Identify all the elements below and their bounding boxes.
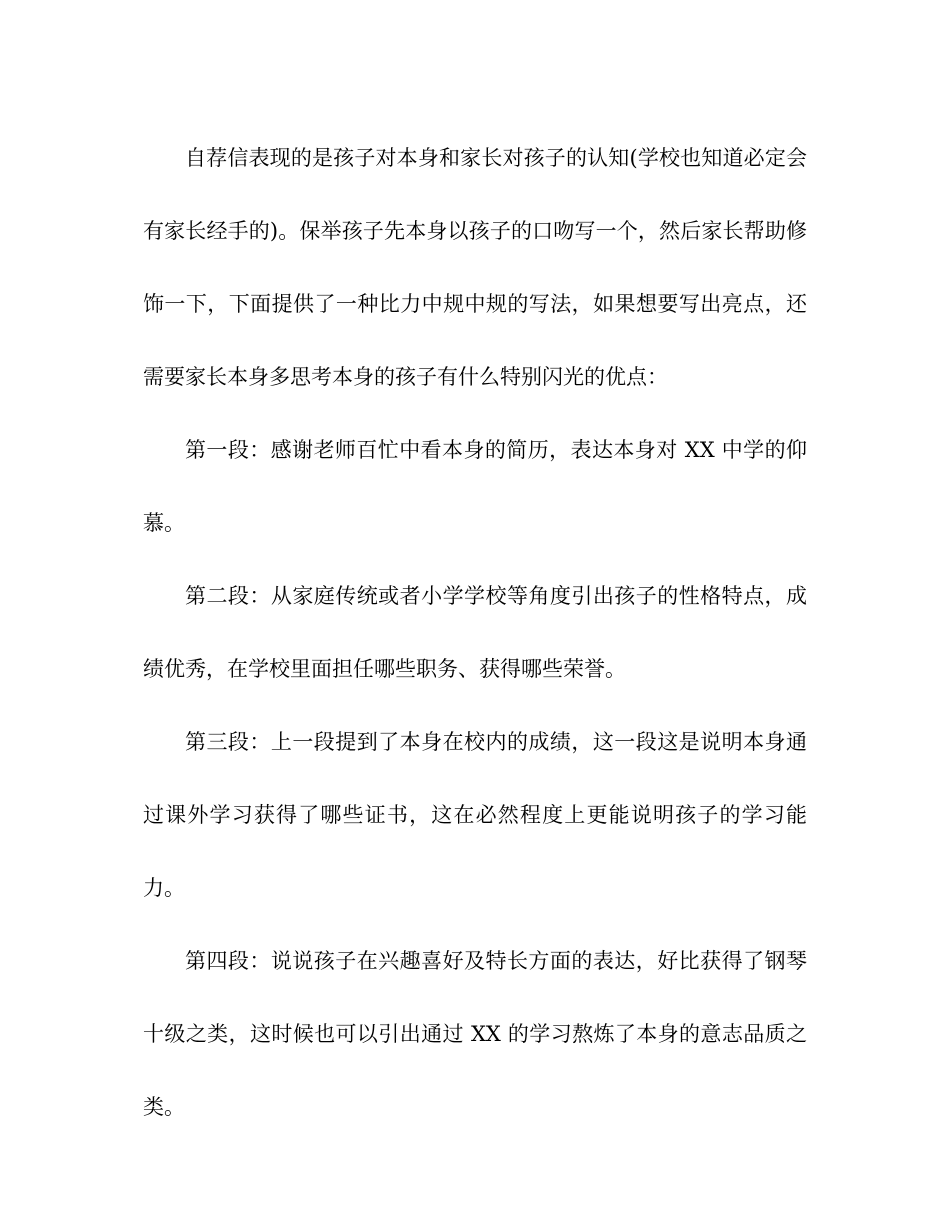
paragraph-section-3: 第三段：上一段提到了本身在校内的成绩，这一段这是说明本身通过课外学习获得了哪些证书，这在必然程度上更能说明孩子的学习能力。: [143, 730, 807, 900]
paragraph-section-2: 第二段：从家庭传统或者小学学校等角度引出孩子的性格特点，成绩优秀，在学校里面担任哪些职务、获得哪些荣誉。: [143, 584, 807, 681]
document-body: [143, 122, 807, 1144]
paragraph-section-4: 第四段：说说孩子在兴趣喜好及特长方面的表达，好比获得了钢琴十级之类，这时候也可以引出通过 XX 的学习熬炼了本身的意志品质之类。: [143, 949, 807, 1119]
paragraph-intro: 自荐信表现的是孩子对本身和家长对孩子的认知(学校也知道必定会有家长经手的)。保举孩子先本身以孩子的口吻写一个，然后家长帮助修饰一下，下面提供了一种比力中规中规的写法，如果想要写出亮点，还需要家长本身多思考本身的孩子有什么特别闪光的优点：: [143, 146, 807, 389]
paragraph-section-1: 第一段：感谢老师百忙中看本身的简历，表达本身对 XX 中学的仰慕。: [143, 438, 807, 535]
